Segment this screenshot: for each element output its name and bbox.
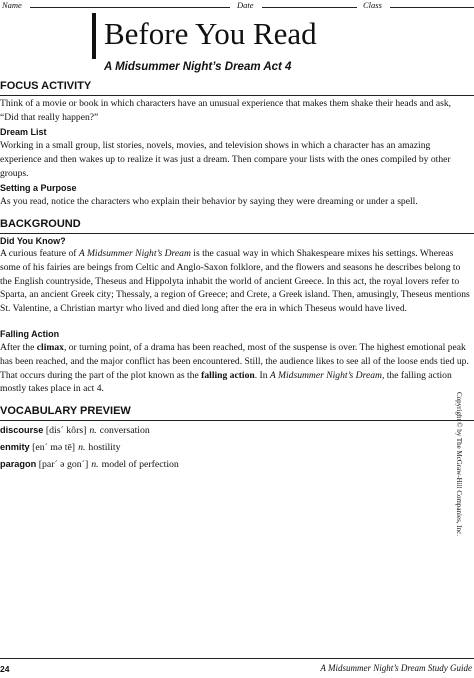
page-number: 24 — [0, 664, 10, 674]
dream-list-heading: Dream List — [0, 127, 47, 137]
date-line — [262, 7, 357, 8]
date-label: Date — [237, 0, 254, 10]
copyright-notice: Copyright © by The McGraw-Hill Companies, Inc. — [455, 392, 463, 536]
setting-purpose-heading: Setting a Purpose — [0, 183, 77, 193]
background-rule — [0, 233, 474, 234]
name-label: Name — [2, 0, 22, 10]
vocab-item: discourse [dis´ kôrs] n. conversation — [0, 425, 150, 436]
footer-title: A Midsummer Night’s Dream Study Guide — [320, 663, 472, 673]
footer-rule — [0, 658, 474, 659]
dream-list-text: Working in a small group, list stories, novels, movies, and television shows in which a character has an amazing experience and then wakes up to realize it was just a dream. Then compare your lists with the ones compiled by other groups. — [0, 140, 451, 179]
vocabulary-heading: VOCABULARY PREVIEW — [0, 405, 131, 417]
focus-intro: Think of a movie or book in which characters have an unusual experience that makes them shake their heads and ask, “Did that really happen?” — [0, 98, 452, 123]
vocab-item: paragon [par´ ə gon´] n. model of perfection — [0, 459, 179, 470]
vocabulary-rule — [0, 420, 474, 421]
falling-action-text: After the climax, or turning point, of a drama has been reached, most of the suspense is over. The highest emotional peak has been reached, and the major conflict has been encountered. Still, the audience likes to see all of the loose ends tied up. That occurs during the part of the plot known as the falling action. In A Midsummer Night’s Dream, the falling action mostly takes place in act 4. — [0, 342, 469, 395]
page-subtitle: A Midsummer Night’s Dream Act 4 — [104, 61, 292, 73]
falling-action-heading: Falling Action — [0, 329, 60, 339]
class-label: Class — [363, 0, 382, 10]
did-you-know-text: A curious feature of A Midsummer Night’s Dream is the casual way in which Shakespeare mixes his settings. Whereas some of his fairies are beings from Celtic and Anglo-Saxon folklore, and the flowers and seasons he describes belong to the English countryside, Theseus and Hippolyta inhabit the world of ancient Greece. In this act, the royal lovers refer to Sparta, an ancient Greek city; Thessaly, a region of Greece; and Crete, a Greek island. Then, amusingly, Theseus mentions St. Valentine, a Christian martyr who lived and died long after the era in which Theseus would have lived. — [0, 248, 470, 315]
vocab-item: enmity [en´ mə tē] n. hostility — [0, 442, 121, 453]
setting-purpose-text: As you read, notice the characters who explain their behavior by saying they were dreaming or under a spell. — [0, 196, 418, 207]
class-line — [390, 7, 474, 8]
page-title: Before You Read — [104, 16, 317, 51]
did-you-know-heading: Did You Know? — [0, 236, 66, 246]
background-heading: BACKGROUND — [0, 218, 81, 230]
name-line — [30, 7, 230, 8]
focus-activity-heading: FOCUS ACTIVITY — [0, 80, 92, 92]
focus-activity-rule — [0, 95, 474, 96]
title-bar — [92, 13, 96, 59]
